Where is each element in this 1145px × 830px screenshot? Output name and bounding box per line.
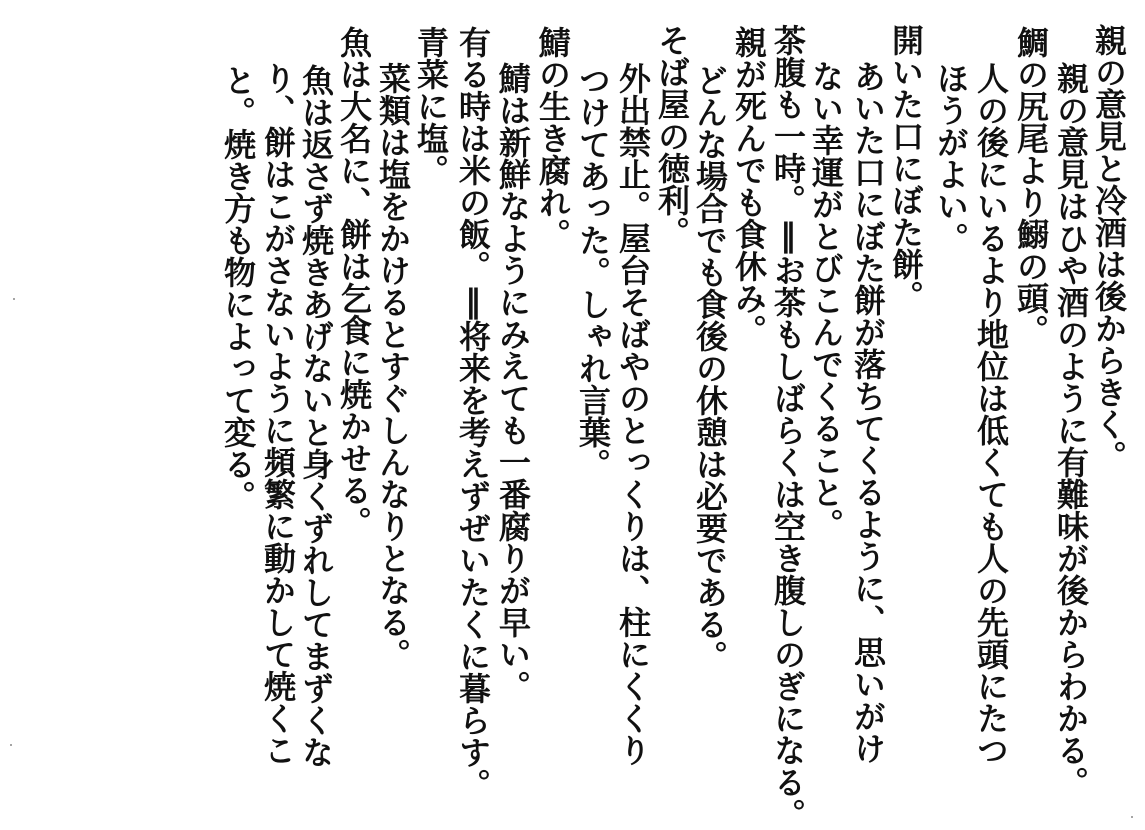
text-column: つけてあった。しゃれ言葉。 <box>574 64 612 480</box>
text-column: り、餅はこがさないように頻繁に動かして焼くこ <box>259 62 297 766</box>
text-column: どんな場合でも食後の休憩は必要である。 <box>691 64 729 672</box>
text-column: 親が死んでも食休み。 <box>730 26 768 346</box>
text-column: 青菜に塩。 <box>412 26 450 186</box>
text-column: ほうがよい。 <box>932 62 970 254</box>
text-column: 魚は返さず焼きあげないと身くずれしてまずくな <box>297 64 335 768</box>
text-column: 菜類は塩をかけるとすぐしんなりとなる。 <box>374 62 412 670</box>
scan-speck <box>1131 816 1133 818</box>
text-column: 親の意見はひや酒のように有難味が後からわかる。 <box>1052 62 1090 798</box>
text-column: 魚は大名に、餅は乞食に焼かせる。 <box>335 26 373 538</box>
text-column: 鯖は新鮮なようにみえても一番腐りが早い。 <box>494 62 532 702</box>
text-column: 有る時は米の飯。‖将来を考えずぜいたくに暮らす。 <box>454 26 492 800</box>
scan-speck <box>13 298 15 300</box>
text-column: そば屋の徳利。 <box>653 24 691 248</box>
text-column: あいた口にぼた餅が落ちてくるように、思いがけ <box>849 60 887 764</box>
text-column: ない幸運がとびこんでくること。 <box>807 60 845 540</box>
text-column: 外出禁止。屋台そばやのとっくりは、柱にくくり <box>614 62 652 766</box>
text-column: 人の後にいるより地位は低くても人の先頭にたつ <box>972 62 1010 766</box>
text-column: と。焼き方も物によって変る。 <box>219 64 257 512</box>
text-column: 鯛の尻尾より鰯の頭。 <box>1012 26 1050 346</box>
text-column: 茶腹も一時。‖お茶もしばらくは空き腹しのぎになる。 <box>769 24 807 830</box>
text-column: 鯖の生き腐れ。 <box>534 26 572 250</box>
text-column: 開いた口にぼた餅。 <box>887 24 925 312</box>
text-column: 親の意見と冷酒は後からきく。 <box>1090 24 1128 472</box>
scan-speck <box>10 744 12 746</box>
